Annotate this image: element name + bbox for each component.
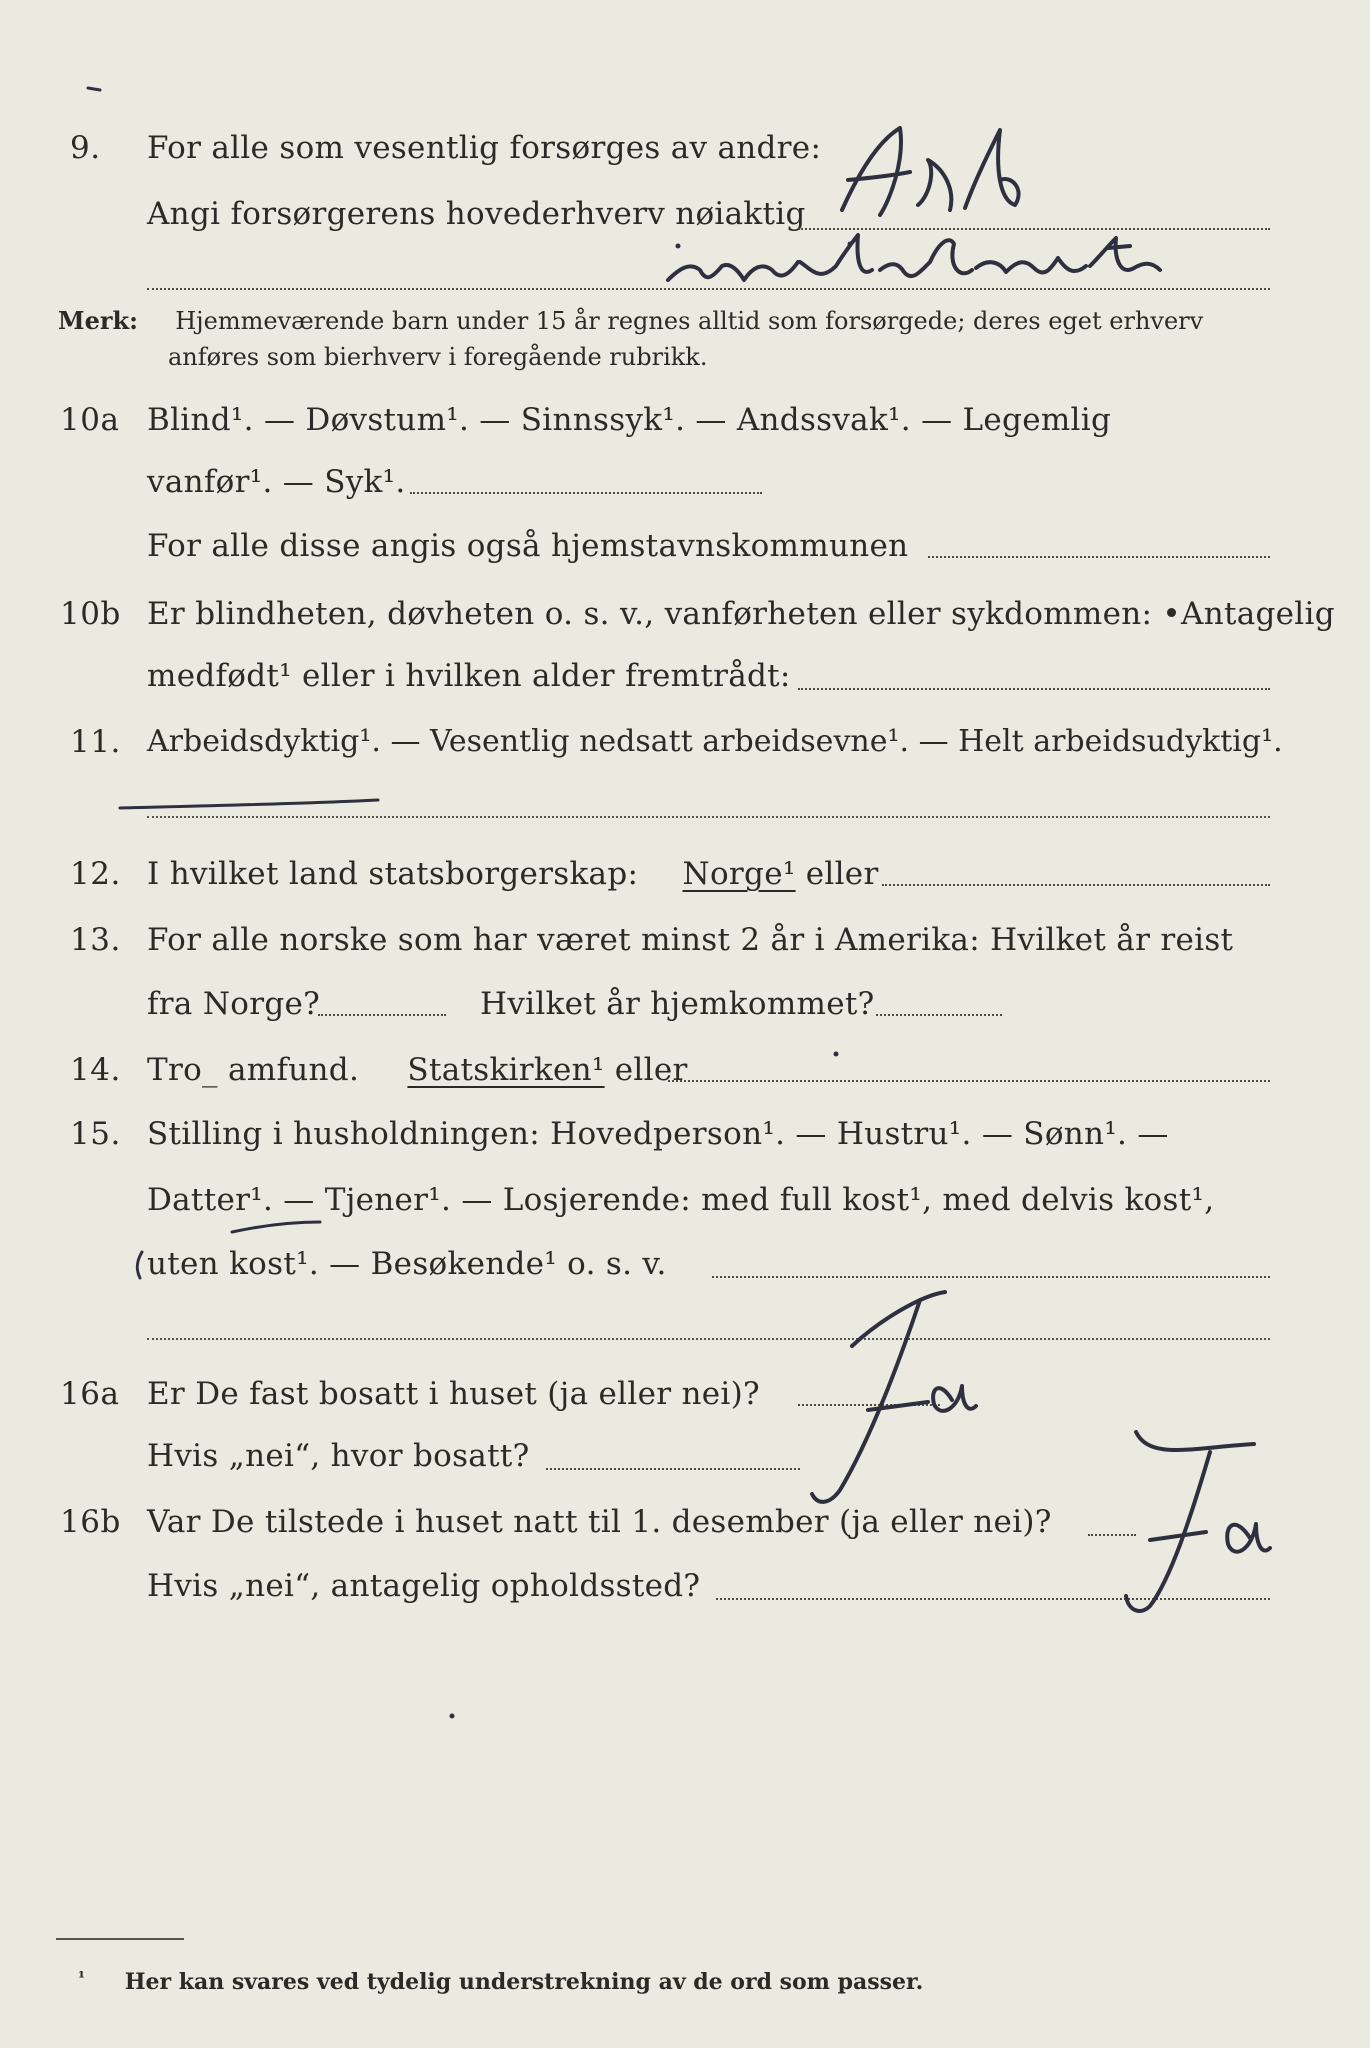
- question-10a-text-2: vanfør¹. — Syk¹.: [147, 464, 406, 500]
- question-16a-row: [0, 1366, 1370, 1422]
- question-13-text-2a: fra Norge?: [147, 986, 321, 1022]
- stray-dot: [450, 1714, 455, 1719]
- question-16b-text-2: Hvis „nei“, antagelig opholdssted?: [147, 1568, 701, 1604]
- question-9-answer-line-2: [147, 288, 1270, 290]
- handwritten-mark-q11: [120, 800, 378, 808]
- question-10a-answer-line-2: [928, 556, 1270, 558]
- question-16b-number: 16b: [60, 1504, 121, 1540]
- question-10a-text-3: For alle disse angis også hjemstavnskommunen: [147, 528, 909, 564]
- question-12-number: 12.: [70, 856, 121, 892]
- question-16a-answer-line: [798, 1404, 940, 1406]
- question-14-row: [0, 1042, 1370, 1098]
- footnote-text: Her kan svares ved tydelig understrekning av de ord som passer.: [124, 1969, 924, 1995]
- question-10a-row: [0, 392, 1370, 448]
- question-13-answer-line-1: [318, 1014, 446, 1016]
- question-11-text: Arbeidsdyktig¹. — Vesentlig nedsatt arbeidsevne¹. — Helt arbeidsudyktig¹.: [147, 724, 1283, 759]
- question-15-row-2: [0, 1172, 1370, 1228]
- question-10a-row-3: [0, 518, 1370, 574]
- question-10a-answer-line: [410, 492, 762, 494]
- question-12-prompt: I hvilket land statsborgerskap:: [147, 856, 639, 892]
- stray-mark: [88, 88, 100, 90]
- question-12-text: [147, 846, 879, 902]
- question-14-text: [147, 1042, 688, 1098]
- question-10a-number: 10a: [60, 402, 120, 438]
- question-12-answer-line: [882, 884, 1270, 886]
- question-16a-answer-line-2: [546, 1468, 800, 1470]
- question-16b-row: [0, 1494, 1370, 1550]
- answer-norge-underlined: Norge¹: [682, 856, 796, 892]
- question-14-answer-line: [668, 1080, 1270, 1082]
- merk-text-1: Hjemmeværende barn under 15 år regnes alltid som forsørgede; deres eget erhverv: [175, 307, 1204, 335]
- question-15-text-3b: — Besøkende¹ o. s. v.: [329, 1246, 667, 1282]
- merk-label: Merk:: [58, 306, 138, 335]
- merk-note-line-1: [58, 304, 1203, 338]
- footnote-mark: ¹: [78, 1968, 86, 1987]
- question-11-answer-line: [147, 816, 1270, 818]
- question-13-row-2: [0, 976, 1370, 1032]
- question-15-row-3: [0, 1236, 1370, 1292]
- question-9-row: [0, 120, 1370, 176]
- question-10b-answer-line: [798, 688, 1270, 690]
- question-16a-number: 16a: [60, 1376, 120, 1412]
- question-14-number: 14.: [70, 1052, 121, 1088]
- question-15-text-2: [147, 1172, 1214, 1228]
- question-12-eller: eller: [805, 856, 879, 892]
- question-16a-text-2: Hvis „nei“, hvor bosatt?: [147, 1438, 530, 1474]
- question-11-row: [0, 714, 1370, 770]
- question-13-answer-line-2: [876, 1014, 1002, 1016]
- question-10b-number: 10b: [60, 596, 121, 632]
- question-15-text-2b: — Tjener¹. — Losjerende: med full kost¹, med delvis kost¹,: [283, 1182, 1215, 1218]
- question-10a-text: Blind¹. — Døvstum¹. — Sinnssyk¹. — Andssvak¹. — Legemlig: [147, 402, 1112, 438]
- question-16a-row-2: [0, 1428, 1370, 1484]
- question-16b-row-2: [0, 1558, 1370, 1614]
- question-9-number: 9.: [70, 130, 101, 166]
- question-16b-answer-line: [1088, 1534, 1136, 1536]
- merk-note-line-2: [168, 340, 707, 374]
- footnote-rule: [56, 1938, 184, 1940]
- question-15-datter: Datter¹.: [147, 1182, 274, 1218]
- question-10b-row-2: [0, 648, 1370, 704]
- question-12-row: [0, 846, 1370, 902]
- question-13-text: For alle norske som har været minst 2 år i Amerika: Hvilket år reist: [147, 922, 1234, 958]
- question-13-text-2b: Hvilket år hjemkommet?: [480, 986, 875, 1022]
- question-16a-text: Er De fast bosatt i huset (ja eller nei)?: [147, 1376, 760, 1412]
- question-10b-row: [0, 586, 1370, 642]
- answer-statskirken-underlined: Statskirken¹: [407, 1052, 605, 1088]
- question-14-prompt: Tro_ amfund.: [147, 1052, 360, 1088]
- question-15-text-3: [147, 1236, 667, 1292]
- question-13-number: 13.: [70, 922, 121, 958]
- question-15-text: Stilling i husholdningen: Hovedperson¹. — Hustru¹. — Sønn¹. —: [147, 1116, 1169, 1152]
- question-15-number: 15.: [70, 1116, 121, 1152]
- merk-text-2: anføres som bierhverv i foregående rubrikk.: [168, 343, 708, 371]
- question-16b-text: Var De tilstede i huset natt til 1. desember (ja eller nei)?: [147, 1504, 1052, 1540]
- question-10a-row-2: [0, 454, 1370, 510]
- question-10b-text-2: medfødt¹ eller i hvilken alder fremtrådt:: [147, 658, 791, 694]
- footnote: [78, 1968, 924, 1995]
- question-15-answer-line: [712, 1276, 1270, 1278]
- question-9-text: For alle som vesentlig forsørges av andre:: [147, 130, 822, 166]
- question-9-answer-line: [798, 228, 1270, 230]
- question-15-answer-line-2: [147, 1338, 1270, 1340]
- question-16b-answer-line-2: [716, 1598, 1270, 1600]
- question-13-row: [0, 912, 1370, 968]
- question-11-number: 11.: [70, 724, 121, 760]
- question-15-row: [0, 1106, 1370, 1162]
- question-9-row-2: [0, 186, 1370, 242]
- question-14-eller: eller: [614, 1052, 688, 1088]
- question-10b-text: Er blindheten, døvheten o. s. v., vanførheten eller sykdommen: •Antagelig: [147, 596, 1335, 632]
- question-9-provider-text: Angi forsørgerens hovederhverv nøiaktig: [147, 196, 806, 232]
- question-15-uten-kost: uten kost¹.: [147, 1246, 319, 1282]
